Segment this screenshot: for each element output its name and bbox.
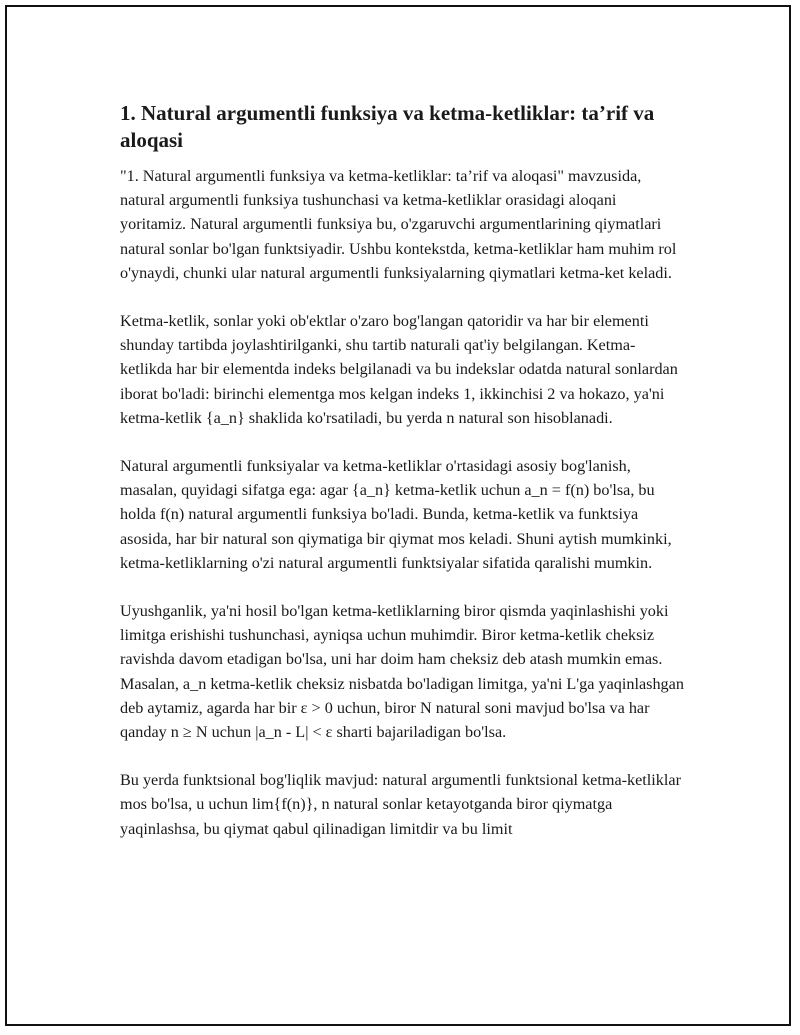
paragraph-5: Bu yerda funktsional bog'liqlik mavjud: natural argumentli funktsional ketma-ketliklar mos bo'lsa, u uchun lim{f(n)}, n natural sonlar ketayotganda biror qiymatga yaqinlashsa, bu qiymat qabul qilinadigan limitdir va bu limit xyxy=(120,771,681,838)
paragraph-4: Uyushganlik, ya'ni hosil bo'lgan ketma-ketliklarning biror qismda yaqinlashishi yoki limitga erishishi tushunchasi, ayniqsa uchun muhimdir. Biror ketma-ketlik cheksiz ravishda davom etadigan bo'lsa, uni har doim ham cheksiz deb atash mumkin emas. Masalan, a_n ketma-ketlik cheksiz nisbatda bo'ladigan limitga, ya'ni L'ga yaqinlashgan deb aytamiz, agarda har bir ε > 0 uchun, biror N natural soni mavjud bo'lsa va har qanday n ≥ N uchun |a_n - L| < ε sharti bajariladigan bo'lsa. xyxy=(120,602,684,742)
document-body xyxy=(120,100,685,865)
page-frame xyxy=(5,5,791,1026)
paragraph-3: Natural argumentli funksiyalar va ketma-ketliklar o'rtasidagi asosiy bog'lanish, masalan, quyidagi sifatga ega: agar {a_n} ketma-ketlik uchun a_n = f(n) bo'lsa, bu holda f(n) natural argumentli funksiya bo'ladi. Bunda, ketma-ketlik va funktsiya asosida, har bir natural son qiymatiga bir qiymat mos keladi. Shuni aytish mumkinki, ketma-ketliklarning o'zi natural argumentli funktsiyalar sifatida qaralishi mumkin. xyxy=(120,457,672,572)
paragraph-1: "1. Natural argumentli funksiya va ketma-ketliklar: ta’rif va aloqasi" mavzusida, natural argumentli funksiya tushunchasi va ketma-ketliklar orasidagi aloqani yoritamiz. Natural argumentli funksiya bu, o'zgaruvchi argumentlarining qiymatlari natural sonlar bo'lgan funktsiyadir. Ushbu kontekstda, ketma-ketliklar ham muhim rol o'ynaydi, chunki ular natural argumentli funksiyalarning qiymatlari ketma-ket keladi. xyxy=(120,167,677,282)
paragraph-2: Ketma-ketlik, sonlar yoki ob'ektlar o'zaro bog'langan qatoridir va har bir elementi shunday tartibda joylashtirilganki, shu tartib naturali qat'iy belgilangan. Ketma-ketlikda har bir elementda indeks belgilanadi va bu indekslar odatda natural sonlardan iborat bo'ladi: birinchi elementga mos kelgan indeks 1, ikkinchisi 2 va hokazo, ya'ni ketma-ketlik {a_n} shaklida ko'rsatiladi, bu yerda n natural son hisoblanadi. xyxy=(120,312,678,427)
document-title: 1. Natural argumentli funksiya va ketma-ketliklar: ta’rif va aloqasi xyxy=(120,101,655,152)
paragraph-list xyxy=(120,164,685,841)
